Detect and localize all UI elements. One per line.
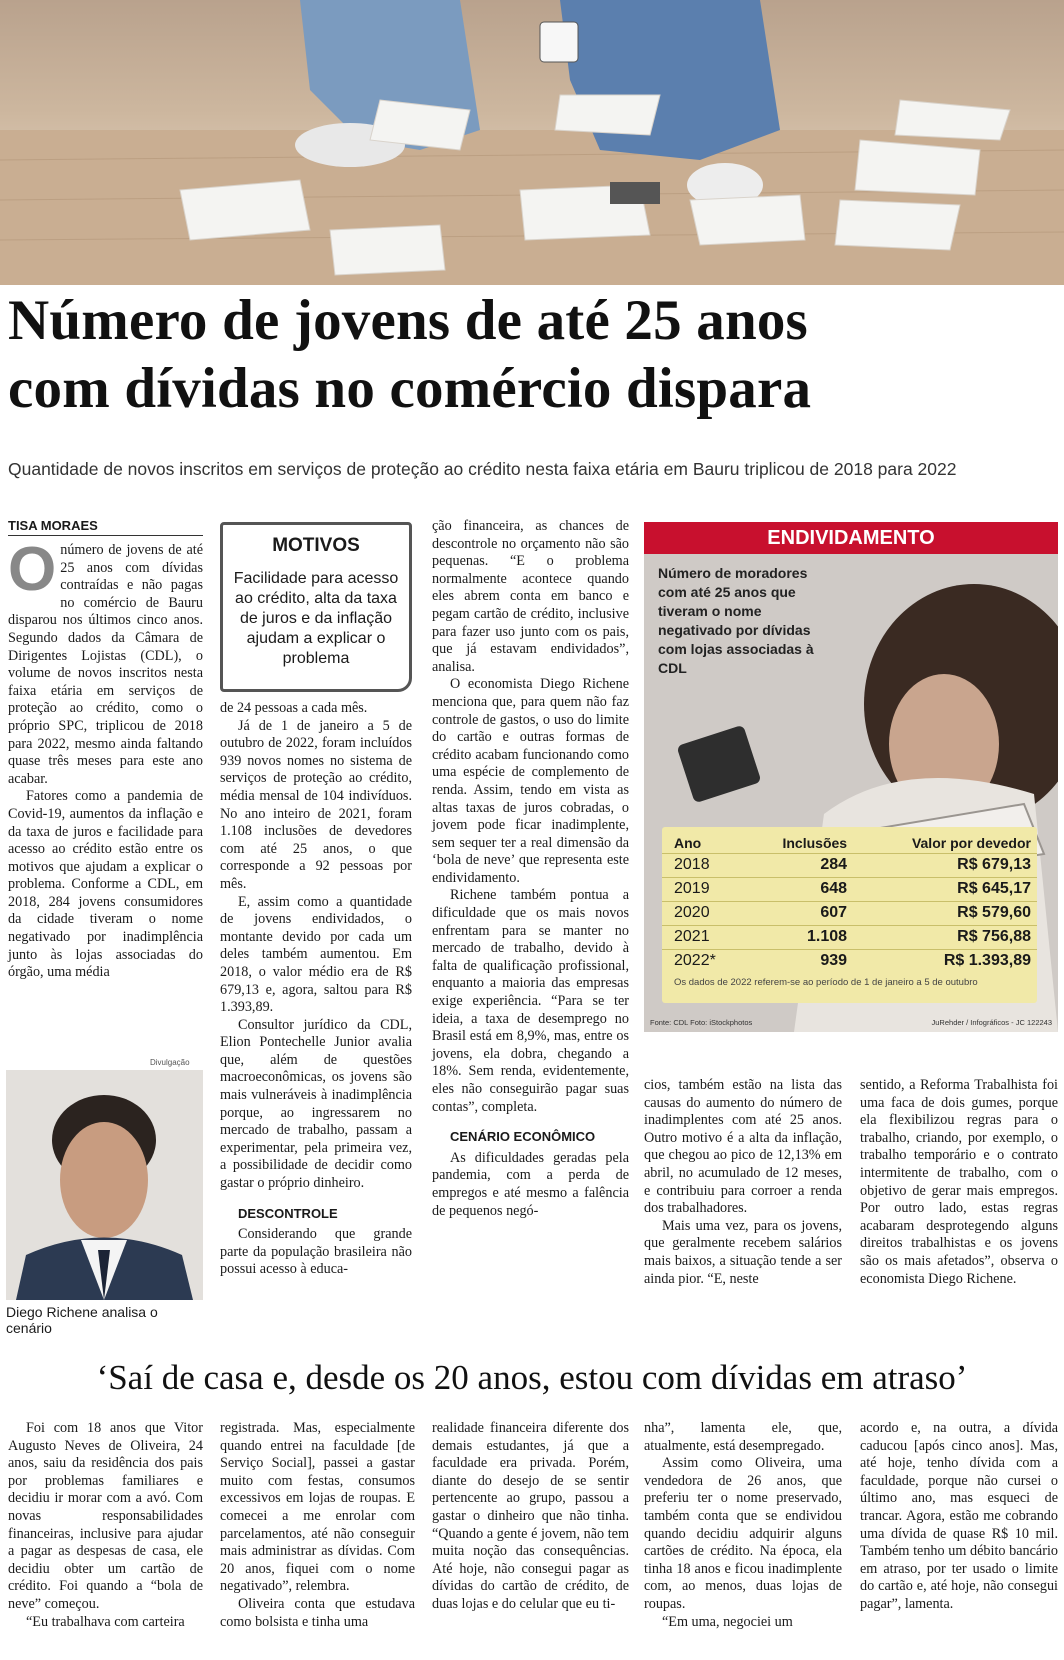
photo-caption: Diego Richene analisa o cenário	[6, 1304, 158, 1336]
drop-cap: O	[8, 535, 57, 604]
cell-value: R$ 645,17	[853, 878, 1037, 902]
subtitle: Quantidade de novos inscritos em serviços de proteção ao crédito nesta faixa etária em Bauru triplicou de 2018 para 2022	[8, 459, 957, 479]
motivos-text: Facilidade para acesso ao crédito, alta da taxa de juros e da inflação ajudam a explicar o problema	[233, 570, 399, 667]
subhead-cenario-economico: CENÁRIO ECONÔMICO	[450, 1129, 596, 1145]
paragraph: de 24 pessoas a cada mês.	[220, 700, 368, 716]
cell-year: 2020	[662, 902, 742, 926]
portrait-illustration	[6, 1070, 203, 1300]
cell-value: R$ 579,60	[853, 902, 1037, 926]
photo-credit: Divulgação	[150, 1058, 190, 1067]
cell-count: 607	[742, 902, 853, 926]
paragraph: Foi com 18 anos que Vitor Augusto Neves de Oliveira, 24 anos, saiu da residência dos pais por problemas familiares e decidiu ir morar com a avó. Com novas responsabilidades financeiras, inclusive para ajudar a pagar as despesas de casa, ele decidiu obter um cartão de crédito. Foi quando a “bola de neve” começou.	[8, 1420, 203, 1612]
cell-year: 2021	[662, 926, 742, 950]
col-header-ano: Ano	[674, 835, 702, 851]
headline-line-2: com dívidas no comércio dispara	[8, 357, 812, 420]
article-column-5	[860, 1077, 1058, 1288]
cell-year: 2018	[662, 854, 742, 878]
paragraph: Considerando que grande parte da população brasileira não possui acesso à educa-	[220, 1226, 412, 1278]
infographic-header: ENDIVIDAMENTO	[644, 522, 1058, 554]
cell-year: 2022*	[662, 950, 742, 974]
paragraph: sentido, a Reforma Trabalhista foi uma faca de dois gumes, porque ela flexibilizou regras para o trabalho, criando, por exemplo, o trabalho temporário e o contrato intermitente de trabalho, com o objetivo de gerar mais empregos. Por outro lado, estas regras acabaram desprotegendo alguns direitos trabalhistas e os jovens são os mais afetados”, observa o economista Diego Richene.	[860, 1077, 1058, 1287]
paragraph: O economista Diego Richene menciona que, para quem não faz controle de gastos, o uso do limite do cartão e outras formas de crédito acabam funcionando como uma espécie de complemento de renda. Assim, tendo em vista as altas taxas de juros cobradas, o jovem pode ficar inadimplente, sem sequer ter a real dimensão da ‘bola de neve’ que representa este endividamento.	[432, 676, 629, 886]
hero-photo	[0, 0, 1064, 285]
infographic-footnote: Os dados de 2022 referem-se ao período de 1 de janeiro a 5 de outubro	[674, 977, 978, 988]
table-row	[662, 878, 1037, 902]
motivos-title: MOTIVOS	[272, 535, 360, 556]
story2-column-5	[860, 1420, 1058, 1614]
infographic-table	[662, 827, 1037, 1003]
paragraph: “Em uma, negociei um	[662, 1613, 793, 1630]
story2-column-4	[644, 1420, 842, 1631]
portrait-photo	[6, 1070, 203, 1300]
infographic-source: Fonte: CDL Foto: iStockphotos	[650, 1018, 753, 1027]
col-header-valor: Valor por devedor	[911, 835, 1031, 851]
cell-count: 648	[742, 878, 853, 902]
infographic-description: Número de moradores com até 25 anos que tiveram o nome negativado por dívidas com lojas associadas à CDL	[658, 565, 814, 676]
headline-line-1: Número de jovens de até 25 anos	[8, 289, 808, 352]
paragraph: Oliveira conta que estudava como bolsista e tinha uma	[220, 1595, 415, 1630]
table-row	[662, 902, 1037, 926]
cell-value: R$ 679,13	[853, 854, 1037, 878]
paragraph: Já de 1 de janeiro a 5 de outubro de 2022, foram incluídos 939 novos nomes no sistema de serviços de proteção ao crédito, média mensal de 104 indivíduos. No ano inteiro de 2021, foram 1.108 inclusões de devedores com até 25 anos, o que corresponde a 92 pessoas por mês.	[220, 717, 412, 892]
table-row	[662, 926, 1037, 950]
paragraph: Mais uma vez, para os jovens, que geralmente recebem salários mais baixos, a situação tende a ser ainda pior. “E, neste	[644, 1217, 842, 1287]
motivos-box	[220, 522, 412, 692]
paragraph: Fatores como a pandemia de Covid-19, aumentos da inflação e da taxa de juros e facilidade para acesso ao crédito estão entre os motivos que ajudam a explicar o problema. Conforme a CDL, em 2018, 284 jovens consumidores da cidade tiveram o nome negativado por inadimplência junto às lojas associadas do órgão, uma média	[8, 788, 203, 981]
paragraph: nha”, lamenta ele, que, atualmente, está desempregado.	[644, 1420, 842, 1454]
cell-year: 2019	[662, 878, 742, 902]
paragraph: E, assim como a quantidade de jovens endividados, o montante devido por cada um deles também aumentou. Em 2018, o valor médio era de R$ 679,13 e, agora, saltou para R$ 1.393,89.	[220, 893, 412, 1016]
table-row	[662, 854, 1037, 878]
table-row	[662, 950, 1037, 974]
paragraph: “Eu trabalhava com carteira	[26, 1613, 185, 1630]
paragraph: ção financeira, as chances de descontrole no orçamento não são pequenas. “E o problema normalmente acontece quando eles abrem conta em banco e pegam cartão de crédito, inclusive para fazer uso junto com os pais, que já estavam endividados”, analisa.	[432, 518, 629, 675]
byline: TISA MORAES	[8, 518, 203, 536]
cell-count: 284	[742, 854, 853, 878]
article-column-1	[8, 535, 203, 982]
paragraph: acordo e, na outra, a dívida caducou [após cinco anos]. Mas, até hoje, tenho dívida com a faculdade, porque não cursei o último ano, mas esqueci de trancar. Agora, estão me cobrando uma dívida de quase R$ 10 mil. Também tenho um débito bancário em atraso, por ter usado o limite do cartão e, até hoje, não consegui pagar”, lamenta.	[860, 1420, 1058, 1612]
paragraph: realidade financeira diferente dos demais estudantes, já que a faculdade era privada. Porém, diante do desejo de se sentir pertencente ao grupo, passou a gastar o dinheiro que não tinha. “Quando a gente é jovem, não tem muita noção das consequências. Até hoje, não consegui pagar as dívidas do cartão de crédito, de duas lojas e do celular que eu ti-	[432, 1420, 629, 1612]
story2-column-3	[432, 1420, 629, 1614]
infographic-endividamento	[644, 522, 1058, 1032]
article-column-2	[220, 700, 412, 1279]
paragraph: cios, também estão na lista das causas do aumento do número de inadimplentes com até 25 anos. Outro motivo é a alta da inflação, que chegou ao pico de 12,13% em abril, no acumulado de 12 meses, e contribuiu para corroer a renda dos trabalhadores.	[644, 1077, 842, 1217]
article-column-3	[432, 518, 629, 1220]
cell-value: R$ 756,88	[853, 926, 1037, 950]
paragraph: Richene também pontua a dificuldade que os mais novos enfrentam para se manter no mercado de trabalho, devido à falta de qualificação profissional, enquanto a maioria das empresas exige experiência. “Para se ter ideia, a taxa de desemprego no Brasil está em 8,9%, mas, entre os jovens, ela dobra, chegando a 18%. Sem renda, evidentemente, eles não conseguirão pagar suas contas”, completa.	[432, 887, 629, 1115]
headline	[8, 287, 1058, 423]
hero-illustration	[0, 0, 1064, 285]
col-header-inclusoes: Inclusões	[782, 835, 848, 851]
second-story-headline: ‘Saí de casa e, desde os 20 anos, estou com dívidas em atraso’	[96, 1358, 968, 1397]
cell-count: 1.108	[742, 926, 853, 950]
story2-column-1	[8, 1420, 203, 1631]
article-column-4	[644, 1077, 842, 1288]
paragraph: número de jovens de até 25 anos com dívidas contraídas e não pagas no comércio de Bauru disparou nos últimos cinco anos. Segundo dados da Câmara de Dirigentes Lojistas (CDL), o volume de novos inscritos nesta faixa etária em serviços de proteção ao crédito, como o próprio SPC, triplicou de 2018 para 2022, mesmo ainda faltando quase três meses para este ano acabar.	[8, 542, 203, 787]
paragraph: Assim como Oliveira, uma vendedora de 26 anos, que preferiu ter o nome preservado, também conta que se endividou quando decidiu adquirir alguns cartões de crédito. Na época, ela tinha 18 anos e ficou inadimplente com, ao menos, duas lojas de roupas.	[644, 1455, 842, 1612]
paragraph: registrada. Mas, especialmente quando entrei na faculdade [de Serviço Social], passei a gastar muito com festas, consumos excessivos em lojas de roupas. E comecei a me enrolar com parcelamentos, até não conseguir mais administrar as dívidas. Com 20 anos, fiquei com o nome negativado”, relembra.	[220, 1420, 415, 1595]
paragraph: Consultor jurídico da CDL, Elion Pontechelle Junior avalia que, além de questões macroeconômicas, os jovens são mais vulneráveis à inadimplência porque, ao ingressarem no mercado de trabalho, passam a experimentar, pela primeira vez, a possibilidade de decidir como gastar o próprio dinheiro.	[220, 1016, 412, 1192]
infographic-credit: JuRehder / Infográficos - JC 122243	[931, 1018, 1052, 1027]
paragraph: As dificuldades geradas pela pandemia, com a perda de empregos e até mesmo a falência de pequenos negó-	[432, 1149, 629, 1219]
story2-column-2	[220, 1420, 415, 1631]
cell-value: R$ 1.393,89	[853, 950, 1037, 974]
cell-count: 939	[742, 950, 853, 974]
subhead-descontrole: DESCONTROLE	[238, 1205, 338, 1221]
